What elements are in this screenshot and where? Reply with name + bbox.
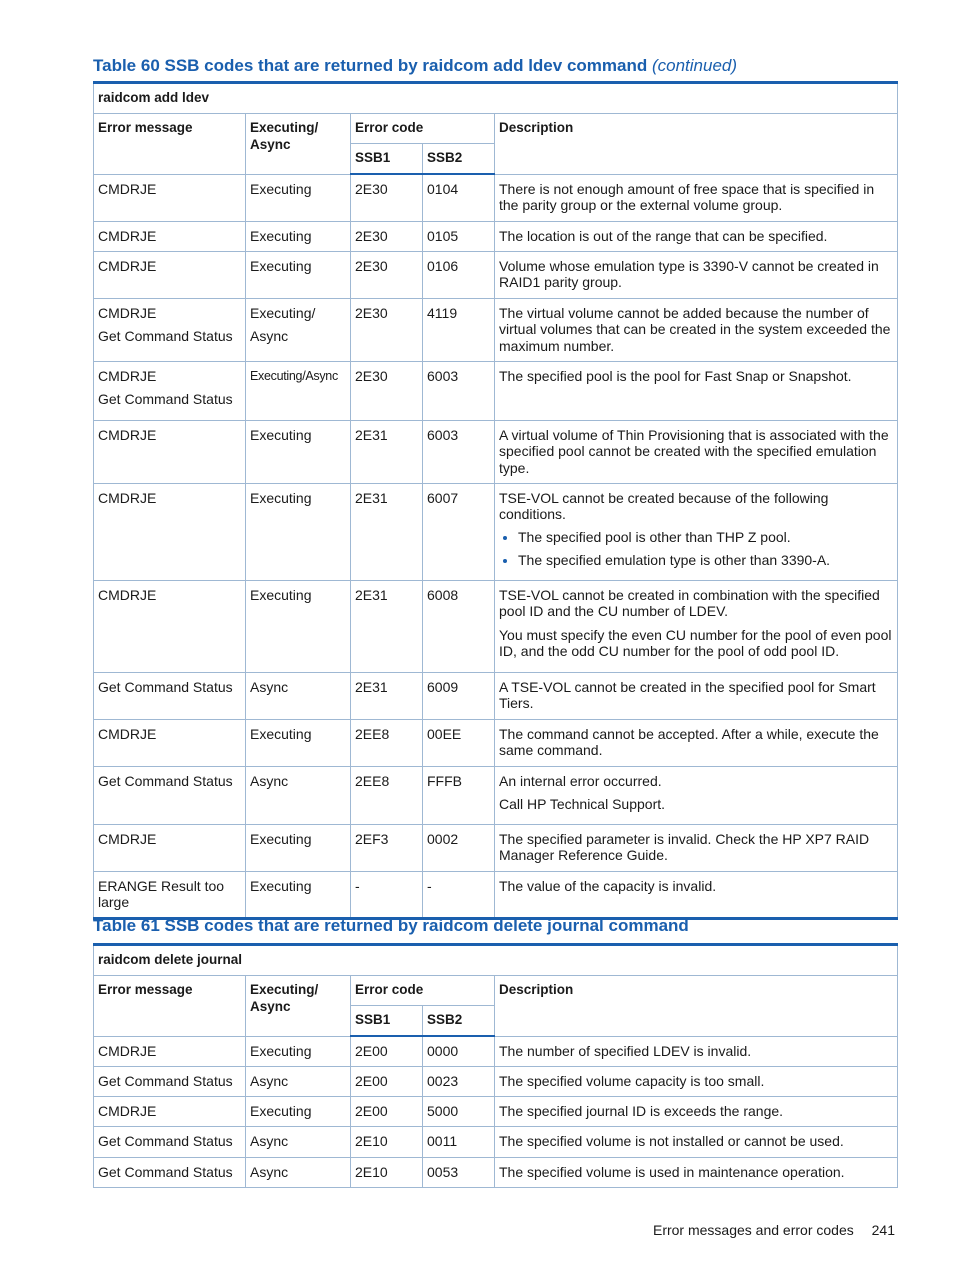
ssb2-cell: 5000 [423, 1096, 495, 1126]
description-paragraph: The number of specified LDEV is invalid. [499, 1042, 752, 1059]
executing-async-line: Executing/ [250, 304, 316, 321]
executing-async-cell [246, 361, 351, 420]
description-paragraph: The specified volume is used in maintenance operation. [499, 1163, 845, 1180]
executing-async-line: Async [250, 1132, 289, 1149]
description-paragraph: There is not enough amount of free space that is specified in the parity group or the external volume group. [499, 180, 875, 213]
error-message-line: Get Command Status [98, 391, 233, 407]
executing-async-cell [246, 1157, 351, 1187]
error-message-cell [94, 483, 246, 580]
error-message-cell [94, 251, 246, 298]
ssb2-cell: 0106 [423, 251, 495, 298]
description-paragraph: TSE-VOL cannot be created in combination with the specified pool ID and the CU number of LDEV. [499, 586, 880, 619]
executing-async-cell [246, 1096, 351, 1126]
error-message-cell [94, 672, 246, 719]
executing-async-cell [246, 824, 351, 871]
description-paragraph: The specified pool is the pool for Fast Snap or Snapshot. [499, 367, 852, 384]
table-row [94, 483, 898, 580]
condition-item: • The specified emulation type is other than 3390-A. [518, 552, 893, 569]
description-paragraph: The specified volume is not installed or cannot be used. [499, 1132, 844, 1149]
ssb2-cell: 0011 [423, 1126, 495, 1157]
error-message-line: CMDRJE [98, 725, 157, 742]
executing-async-header: Executing/ Async [246, 976, 351, 1037]
table-row [94, 1066, 898, 1096]
error-message-line: CMDRJE [98, 489, 157, 506]
executing-async-cell [246, 221, 351, 251]
table-row [94, 298, 898, 361]
executing-async-line: Executing [250, 830, 312, 847]
ssb1-header: SSB1 [351, 1006, 423, 1037]
footer-section-title: Error messages and error codes [652, 1222, 854, 1238]
error-message-cell [94, 174, 246, 221]
description-paragraph: TSE-VOL cannot be created because of the following conditions. [499, 489, 829, 522]
executing-async-line: Executing [250, 1102, 312, 1119]
error-message-line: CMDRJE [98, 1042, 157, 1059]
executing-async-line: Executing [250, 180, 312, 197]
ssb2-cell: 6008 [423, 580, 495, 672]
error-message-line: CMDRJE [98, 304, 157, 321]
executing-async-cell [246, 1126, 351, 1157]
executing-async-cell [246, 672, 351, 719]
executing-async-cell [246, 420, 351, 483]
ssb1-cell: 2E30 [351, 174, 423, 221]
ssb1-cell: 2E00 [351, 1036, 423, 1066]
description-cell [495, 719, 898, 766]
description-cell [495, 1157, 898, 1187]
description-paragraph: The specified journal ID is exceeds the range. [499, 1102, 784, 1119]
ssb1-cell: 2E10 [351, 1126, 423, 1157]
table-row [94, 221, 898, 251]
description-cell [495, 221, 898, 251]
executing-async-line: Async [250, 1072, 289, 1089]
executing-async-line: Executing/Async [250, 368, 338, 383]
error-message-cell [94, 298, 246, 361]
ssb1-cell: 2EF3 [351, 824, 423, 871]
ssb1-cell: 2E10 [351, 1157, 423, 1187]
executing-async-line: Async [250, 1163, 289, 1180]
error-code-header: Error code [351, 976, 495, 1006]
error-message-line: CMDRJE [98, 367, 157, 384]
error-message-cell [94, 1066, 246, 1096]
description-cell [495, 824, 898, 871]
executing-async-cell [246, 1066, 351, 1096]
table-60-caption [93, 56, 737, 76]
ssb1-header: SSB1 [351, 144, 423, 175]
error-message-cell [94, 766, 246, 824]
description-cell [495, 672, 898, 719]
description-cell [495, 251, 898, 298]
error-message-line: CMDRJE [98, 586, 157, 603]
ssb2-cell: 0105 [423, 221, 495, 251]
ssb2-cell: 6003 [423, 420, 495, 483]
ssb1-cell: 2E00 [351, 1096, 423, 1126]
description-cell [495, 174, 898, 221]
error-message-line: Get Command Status [98, 328, 233, 344]
executing-async-cell [246, 251, 351, 298]
description-cell [495, 420, 898, 483]
command-header: raidcom delete journal [94, 945, 898, 976]
error-message-line: CMDRJE [98, 180, 157, 197]
executing-async-cell [246, 766, 351, 824]
ssb1-cell: 2E30 [351, 361, 423, 420]
executing-async-line: Executing [250, 257, 312, 274]
ssb2-cell: 4119 [423, 298, 495, 361]
executing-async-cell [246, 1036, 351, 1066]
description-cell [495, 871, 898, 918]
table-61-title: Table 61 SSB codes that are returned by raidcom delete journal command [93, 916, 689, 935]
condition-item: • The specified pool is other than THP Z pool. [518, 529, 893, 546]
ssb2-cell: 0002 [423, 824, 495, 871]
executing-async-cell [246, 580, 351, 672]
executing-async-header: Executing/ Async [246, 114, 351, 175]
table-row [94, 580, 898, 672]
description-cell [495, 1096, 898, 1126]
error-message-line: CMDRJE [98, 426, 157, 443]
executing-async-line: Async [250, 328, 289, 344]
table-row [94, 251, 898, 298]
ssb1-cell: 2E30 [351, 251, 423, 298]
error-message-cell [94, 420, 246, 483]
table-row [94, 766, 898, 824]
ssb1-cell: 2E31 [351, 483, 423, 580]
table-row [94, 871, 898, 918]
ssb2-cell: 0053 [423, 1157, 495, 1187]
error-code-header: Error code [351, 114, 495, 144]
error-message-cell [94, 1036, 246, 1066]
continued-label: (continued) [651, 56, 738, 75]
ssb1-cell: - [351, 871, 423, 918]
ssb2-cell: 0000 [423, 1036, 495, 1066]
error-message-cell [94, 824, 246, 871]
table-row [94, 420, 898, 483]
error-message-cell [94, 1096, 246, 1126]
command-header: raidcom add ldev [94, 83, 898, 114]
ssb2-cell: FFFB [423, 766, 495, 824]
executing-async-line: Executing [250, 586, 312, 603]
executing-async-line: Async [250, 772, 289, 789]
error-message-header: Error message [94, 114, 246, 175]
description-paragraph: The specified parameter is invalid. Check the HP XP7 RAID Manager Reference Guide. [499, 830, 870, 863]
description-cell [495, 1126, 898, 1157]
description-cell [495, 298, 898, 361]
executing-async-cell [246, 483, 351, 580]
ssb1-cell: 2E31 [351, 420, 423, 483]
executing-async-cell [246, 719, 351, 766]
executing-async-cell [246, 298, 351, 361]
error-message-line: CMDRJE [98, 1102, 157, 1119]
description-paragraph: Volume whose emulation type is 3390-V cannot be created in RAID1 parity group. [499, 257, 879, 290]
ssb1-cell: 2E00 [351, 1066, 423, 1096]
table-row [94, 1036, 898, 1066]
error-message-cell [94, 1126, 246, 1157]
error-message-line: CMDRJE [98, 227, 157, 244]
ssb2-header: SSB2 [423, 144, 495, 175]
error-message-line: Get Command Status [98, 1072, 233, 1089]
error-message-cell [94, 221, 246, 251]
table-row [94, 672, 898, 719]
error-message-line: Get Command Status [98, 772, 233, 789]
ssb1-cell: 2E31 [351, 580, 423, 672]
description-paragraph: The value of the capacity is invalid. [499, 877, 717, 894]
executing-async-line: Executing [250, 725, 312, 742]
error-message-header: Error message [94, 976, 246, 1037]
table-row [94, 824, 898, 871]
error-message-line: Get Command Status [98, 1132, 233, 1149]
ssb2-cell: 0104 [423, 174, 495, 221]
ssb2-cell: - [423, 871, 495, 918]
ssb2-cell: 6003 [423, 361, 495, 420]
description-header: Description [495, 114, 898, 175]
description-paragraph: A virtual volume of Thin Provisioning that is associated with the specified pool cannot be created with the specified emulation type. [499, 426, 889, 476]
description-paragraph: You must specify the even CU number for the pool of even pool ID, and the odd CU number for the pool of odd pool ID. [499, 626, 892, 659]
ssb2-cell: 6009 [423, 672, 495, 719]
condition-list [499, 529, 893, 569]
description-paragraph: Call HP Technical Support. [499, 796, 666, 812]
description-paragraph: The command cannot be accepted. After a while, execute the same command. [499, 725, 879, 758]
ssb2-cell: 6007 [423, 483, 495, 580]
ssb1-cell: 2E30 [351, 298, 423, 361]
executing-async-line: Executing [250, 1042, 312, 1059]
error-message-line: Get Command Status [98, 1163, 233, 1180]
table-row [94, 1157, 898, 1187]
error-message-cell [94, 719, 246, 766]
executing-async-cell [246, 174, 351, 221]
table-60 [93, 81, 898, 920]
description-cell [495, 1036, 898, 1066]
table-row [94, 1126, 898, 1157]
ssb1-cell: 2EE8 [351, 719, 423, 766]
description-cell [495, 361, 898, 420]
description-cell [495, 766, 898, 824]
ssb2-header: SSB2 [423, 1006, 495, 1037]
table-61-caption [93, 916, 689, 936]
page-footer [653, 1222, 895, 1238]
executing-async-line: Executing [250, 227, 312, 244]
table-row [94, 174, 898, 221]
error-message-line: Get Command Status [98, 678, 233, 695]
error-message-cell [94, 1157, 246, 1187]
description-paragraph: The specified volume capacity is too small. [499, 1072, 765, 1089]
table-row [94, 1096, 898, 1126]
table-61 [93, 943, 898, 1188]
description-paragraph: An internal error occurred. [499, 772, 662, 789]
table-row [94, 361, 898, 420]
executing-async-line: Executing [250, 489, 312, 506]
error-message-line: CMDRJE [98, 830, 157, 847]
ssb2-cell: 00EE [423, 719, 495, 766]
page-number: 241 [871, 1222, 895, 1238]
error-message-cell [94, 580, 246, 672]
description-cell [495, 580, 898, 672]
description-cell [495, 483, 898, 580]
error-message-line: ERANGE Result too large [98, 877, 225, 910]
description-paragraph: The location is out of the range that can be specified. [499, 227, 828, 244]
executing-async-line: Async [250, 678, 289, 695]
description-paragraph: A TSE-VOL cannot be created in the specified pool for Smart Tiers. [499, 678, 876, 711]
description-header: Description [495, 976, 898, 1037]
error-message-cell [94, 361, 246, 420]
table-60-title: Table 60 SSB codes that are returned by raidcom add ldev command [93, 56, 648, 75]
ssb1-cell: 2EE8 [351, 766, 423, 824]
description-cell [495, 1066, 898, 1096]
error-message-line: CMDRJE [98, 257, 157, 274]
ssb1-cell: 2E31 [351, 672, 423, 719]
executing-async-line: Executing [250, 877, 312, 894]
ssb1-cell: 2E30 [351, 221, 423, 251]
error-message-cell [94, 871, 246, 918]
description-paragraph: The virtual volume cannot be added because the number of virtual volumes that can be created in the system exceeded the maximum number. [499, 304, 891, 354]
table-row [94, 719, 898, 766]
ssb2-cell: 0023 [423, 1066, 495, 1096]
executing-async-cell [246, 871, 351, 918]
executing-async-line: Executing [250, 426, 312, 443]
